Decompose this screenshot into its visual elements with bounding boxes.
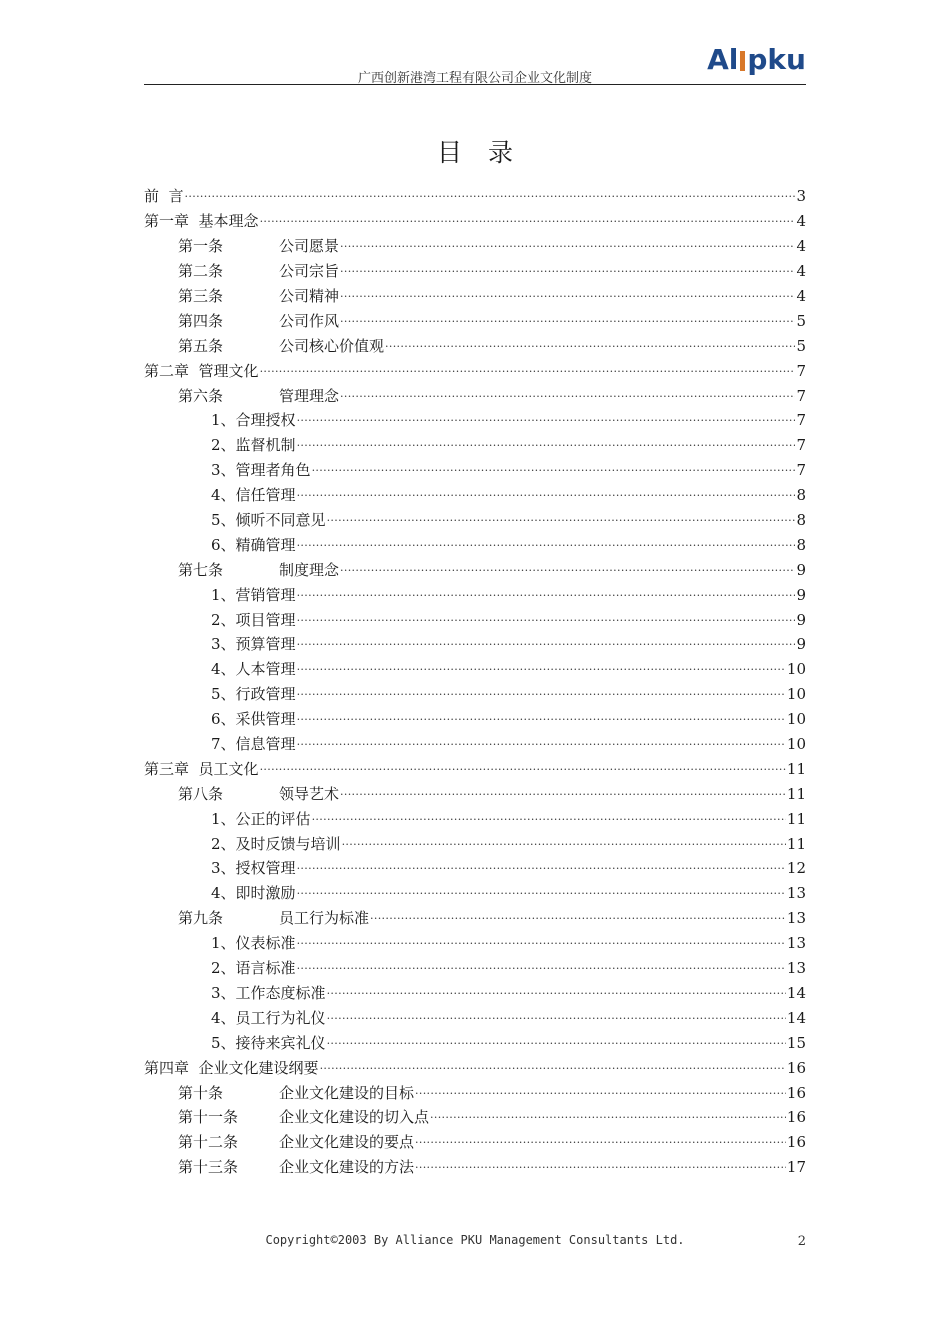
toc-entry[interactable] (144, 1080, 806, 1105)
toc-entry-label: 公司作风 (279, 311, 340, 330)
page-footer (144, 1233, 806, 1253)
toc-entry-label: 语言标准 (235, 959, 296, 978)
toc-entry[interactable] (144, 607, 806, 632)
toc-entry[interactable] (144, 856, 806, 881)
toc-dot-leader (415, 1158, 786, 1176)
toc-entry-number: 第一章 (144, 212, 199, 231)
toc-dot-leader (340, 785, 786, 803)
toc-entry-number: 3、 (211, 635, 236, 654)
toc-dot-leader (185, 187, 796, 205)
toc-dot-leader (297, 710, 786, 728)
toc-entry-number: 第八条 (178, 784, 224, 803)
toc-entry-page: 8 (796, 511, 806, 530)
toc-dot-leader (340, 387, 795, 405)
toc-entry[interactable] (144, 682, 806, 707)
toc-dot-leader (297, 859, 786, 877)
toc-entry-label: 工作态度标准 (235, 983, 326, 1002)
toc-entry[interactable] (144, 657, 806, 682)
toc-entry-page: 11 (786, 784, 806, 803)
toc-entry[interactable] (144, 1005, 806, 1030)
toc-entry-page: 13 (786, 934, 806, 953)
toc-entry-page: 3 (796, 187, 806, 206)
toc-entry-label: 倾听不同意见 (235, 511, 326, 530)
toc-entry-number: 2、 (211, 610, 236, 629)
toc-entry[interactable] (144, 732, 806, 757)
toc-entry-label: 公司精神 (279, 287, 340, 305)
toc-entry-label: 公司核心价值观 (279, 336, 385, 355)
toc-entry[interactable] (144, 756, 806, 781)
toc-entry[interactable] (144, 308, 806, 333)
toc-entry-number: 第十条 (178, 1083, 224, 1102)
toc-entry-label: 企业文化建设的切入点 (279, 1108, 430, 1127)
toc-entry-number: 第三章 (144, 759, 199, 778)
toc-entry-label: 人本管理 (235, 660, 296, 679)
toc-entry[interactable] (144, 234, 806, 259)
toc-entry[interactable] (144, 1130, 806, 1155)
toc-entry-number: 5、 (211, 685, 236, 704)
toc-entry-number: 1、 (211, 411, 236, 430)
toc-entry[interactable] (144, 184, 806, 209)
toc-entry[interactable] (144, 259, 806, 284)
toc-entry-page: 8 (796, 486, 806, 505)
toc-entry-page: 4 (796, 262, 806, 281)
toc-entry-page: 9 (796, 635, 806, 654)
toc-dot-leader (312, 810, 786, 828)
toc-entry-label: 员工行为礼仪 (235, 1008, 326, 1027)
toc-entry-label: 基本理念 (198, 212, 259, 231)
toc-entry-number: 6、 (211, 535, 236, 554)
toc-entry-label: 员工行为标准 (279, 909, 370, 928)
toc-entry-label: 企业文化建设的方法 (279, 1158, 415, 1177)
toc-entry-label: 企业文化建设的要点 (279, 1133, 415, 1152)
toc-entry-number: 4、 (211, 486, 236, 505)
toc-entry[interactable] (144, 931, 806, 956)
toc-entry-page: 16 (786, 1108, 806, 1127)
toc-entry-number: 6、 (211, 710, 236, 729)
toc-entry-page: 13 (786, 909, 806, 928)
toc-entry-page: 16 (786, 1058, 806, 1077)
toc-entry[interactable] (144, 1105, 806, 1130)
toc-entry-page: 8 (796, 535, 806, 554)
toc-entry-label: 领导艺术 (279, 784, 340, 803)
toc-dot-leader (297, 586, 796, 604)
toc-entry-page: 16 (786, 1083, 806, 1102)
toc-entry-page: 7 (796, 461, 806, 480)
toc-dot-leader (260, 212, 796, 230)
toc-entry-page: 7 (796, 411, 806, 430)
toc-entry-page: 14 (786, 983, 806, 1002)
toc-entry[interactable] (144, 1030, 806, 1055)
toc-entry-page: 11 (786, 759, 806, 778)
toc-entry-page: 10 (786, 660, 806, 679)
toc-entry-number: 第二条 (178, 262, 224, 281)
toc-entry-number: 2、 (211, 959, 236, 978)
toc-dot-leader (297, 934, 786, 952)
toc-entry[interactable] (144, 532, 806, 557)
toc-dot-leader (385, 337, 795, 355)
toc-entry-page: 13 (786, 884, 806, 903)
toc-dot-leader (297, 735, 786, 753)
toc-entry-label: 授权管理 (235, 859, 296, 878)
toc-entry-label: 项目管理 (235, 610, 296, 629)
toc-entry-page: 5 (796, 336, 806, 355)
toc-entry-number: 第九条 (178, 909, 224, 928)
toc-entry-label: 接待来宾礼仪 (235, 1033, 326, 1052)
toc-entry-number: 1、 (211, 934, 236, 953)
toc-dot-leader (297, 685, 786, 703)
toc-entry-label: 及时反馈与培训 (235, 834, 341, 853)
toc-entry-number: 第十一条 (178, 1108, 239, 1127)
toc-entry[interactable] (144, 508, 806, 533)
toc-entry-label: 企业文化建设纲要 (198, 1058, 319, 1077)
toc-entry-number: 2、 (211, 436, 236, 455)
toc-entry-label: 公司宗旨 (279, 262, 340, 281)
toc-entry-page: 14 (786, 1008, 806, 1027)
toc-entry[interactable] (144, 906, 806, 931)
toc-entry-number: 第二章 (144, 361, 199, 380)
toc-entry-label: 精确管理 (235, 535, 296, 554)
toc-entry-number: 第七条 (178, 560, 224, 579)
toc-entry[interactable] (144, 284, 806, 309)
toc-entry-label: 企业文化建设的目标 (279, 1083, 415, 1102)
copyright-text: Copyright©2003 By Alliance PKU Management Consultants Ltd. (265, 1233, 685, 1247)
toc-dot-leader (370, 909, 786, 927)
toc-dot-leader (340, 561, 795, 579)
toc-entry-number: 4、 (211, 660, 236, 679)
toc-entry[interactable] (144, 433, 806, 458)
toc-dot-leader (297, 536, 796, 554)
toc-entry[interactable] (144, 806, 806, 831)
toc-entry-page: 9 (796, 610, 806, 629)
toc-dot-leader (340, 312, 795, 330)
toc-entry-page: 10 (786, 685, 806, 704)
toc-entry-number: 1、 (211, 585, 236, 604)
toc-dot-leader (327, 511, 796, 529)
toc-entry-number: 第一条 (178, 237, 224, 256)
toc-entry[interactable] (144, 557, 806, 582)
toc-entry-label: 行政管理 (235, 685, 296, 704)
toc-entry-page: 13 (786, 959, 806, 978)
toc-entry-number: 第十二条 (178, 1133, 239, 1152)
toc-entry[interactable] (144, 582, 806, 607)
toc-dot-leader (297, 486, 796, 504)
toc-dot-leader (415, 1084, 786, 1102)
toc-entry-label: 信任管理 (235, 486, 296, 505)
toc-entry[interactable] (144, 209, 806, 234)
toc-entry[interactable] (144, 383, 806, 408)
toc-entry-label: 监督机制 (235, 436, 296, 455)
toc-dot-leader (297, 635, 796, 653)
toc-entry[interactable] (144, 632, 806, 657)
toc-dot-leader (260, 362, 796, 380)
toc-entry-number: 第五条 (178, 336, 224, 355)
toc-entry-page: 12 (786, 859, 806, 878)
toc-entry[interactable] (144, 458, 806, 483)
toc-entry-label: 合理授权 (235, 411, 296, 430)
toc-dot-leader (297, 436, 796, 454)
toc-entry-label: 采供管理 (235, 710, 296, 729)
toc-entry-number: 第十三条 (178, 1158, 239, 1177)
toc-entry[interactable] (144, 981, 806, 1006)
toc-entry-label: 营销管理 (235, 585, 296, 604)
header-title: 广西创新港湾工程有限公司企业文化制度 (357, 71, 592, 86)
toc-entry[interactable] (144, 408, 806, 433)
toc-entry[interactable] (144, 956, 806, 981)
toc-dot-leader (430, 1108, 786, 1126)
toc-entry-page: 7 (796, 386, 806, 405)
toc-dot-leader (312, 461, 796, 479)
toc-entry-number: 2、 (211, 834, 236, 853)
toc-entry[interactable] (144, 483, 806, 508)
toc-entry-page: 10 (786, 735, 806, 754)
toc-dot-leader (297, 611, 796, 629)
page-title: 目录 (436, 138, 539, 167)
toc-entry-label: 仪表标准 (235, 934, 296, 953)
toc-entry-label: 预算管理 (235, 635, 296, 654)
toc-entry-number: 第四条 (178, 311, 224, 330)
toc-dot-leader (260, 760, 786, 778)
toc-entry-number: 3、 (211, 461, 236, 480)
toc-entry-number: 5、 (211, 1033, 236, 1052)
toc-entry-label: 信息管理 (235, 735, 296, 754)
toc-entry[interactable] (144, 881, 806, 906)
toc-entry[interactable] (144, 333, 806, 358)
toc-dot-leader (320, 1059, 786, 1077)
toc-entry-label: 管理者角色 (235, 461, 311, 480)
toc-entry-number: 3、 (211, 859, 236, 878)
toc-entry-number: 第六条 (178, 386, 224, 405)
page-header (144, 40, 806, 85)
toc-entry-number: 1、 (211, 809, 236, 828)
toc-entry-page: 7 (796, 361, 806, 380)
toc-dot-leader (327, 984, 786, 1002)
toc-entry-number: 4、 (211, 1008, 236, 1027)
toc-entry-page: 7 (796, 436, 806, 455)
table-of-contents (144, 184, 806, 1180)
toc-entry-number: 第四章 (144, 1058, 199, 1077)
toc-dot-leader (415, 1133, 786, 1151)
toc-dot-leader (327, 1009, 786, 1027)
toc-dot-leader (297, 660, 786, 678)
toc-entry-label: 公司愿景 (279, 237, 340, 256)
toc-entry-number: 7、 (211, 735, 236, 754)
toc-entry-page: 15 (786, 1033, 806, 1052)
toc-entry-page: 9 (796, 585, 806, 604)
toc-entry-number: 第三条 (178, 287, 224, 305)
toc-dot-leader (297, 959, 786, 977)
toc-entry-label: 管理文化 (198, 361, 259, 380)
toc-entry-label: 管理理念 (279, 386, 340, 405)
toc-entry-label: 即时激励 (235, 884, 296, 903)
toc-entry[interactable] (144, 358, 806, 383)
toc-entry-number: 3、 (211, 983, 236, 1002)
toc-dot-leader (327, 1034, 786, 1052)
toc-entry-number: 4、 (211, 884, 236, 903)
toc-entry-label: 公正的评估 (235, 809, 311, 828)
toc-entry-number: 前 言 (144, 187, 184, 206)
toc-entry-page: 4 (796, 287, 806, 305)
toc-dot-leader (340, 287, 795, 305)
logo-bar-icon (740, 51, 745, 71)
toc-entry[interactable] (144, 831, 806, 856)
toc-entry-page: 11 (786, 834, 806, 853)
toc-dot-leader (297, 884, 786, 902)
page-number: 2 (797, 1234, 806, 1249)
toc-entry-page: 9 (796, 560, 806, 579)
toc-entry-page: 17 (786, 1158, 806, 1177)
toc-entry-page: 10 (786, 710, 806, 729)
toc-entry-number: 5、 (211, 511, 236, 530)
toc-entry[interactable] (144, 1155, 806, 1180)
toc-entry-page: 16 (786, 1133, 806, 1152)
toc-entry-label: 员工文化 (198, 759, 259, 778)
toc-dot-leader (340, 262, 795, 280)
toc-dot-leader (297, 411, 796, 429)
toc-entry[interactable] (144, 707, 806, 732)
alliance-pku-logo (707, 44, 806, 74)
toc-entry-page: 5 (796, 311, 806, 330)
toc-entry[interactable] (144, 1055, 806, 1080)
toc-entry-page: 11 (786, 809, 806, 828)
toc-entry-label: 制度理念 (279, 560, 340, 579)
toc-entry[interactable] (144, 781, 806, 806)
toc-entry-page: 4 (796, 237, 806, 256)
logo-text-right: pku (747, 43, 806, 76)
toc-dot-leader (340, 237, 795, 255)
toc-entry-page: 4 (796, 212, 806, 231)
logo-text-left: Al (707, 43, 739, 76)
toc-dot-leader (342, 835, 786, 853)
